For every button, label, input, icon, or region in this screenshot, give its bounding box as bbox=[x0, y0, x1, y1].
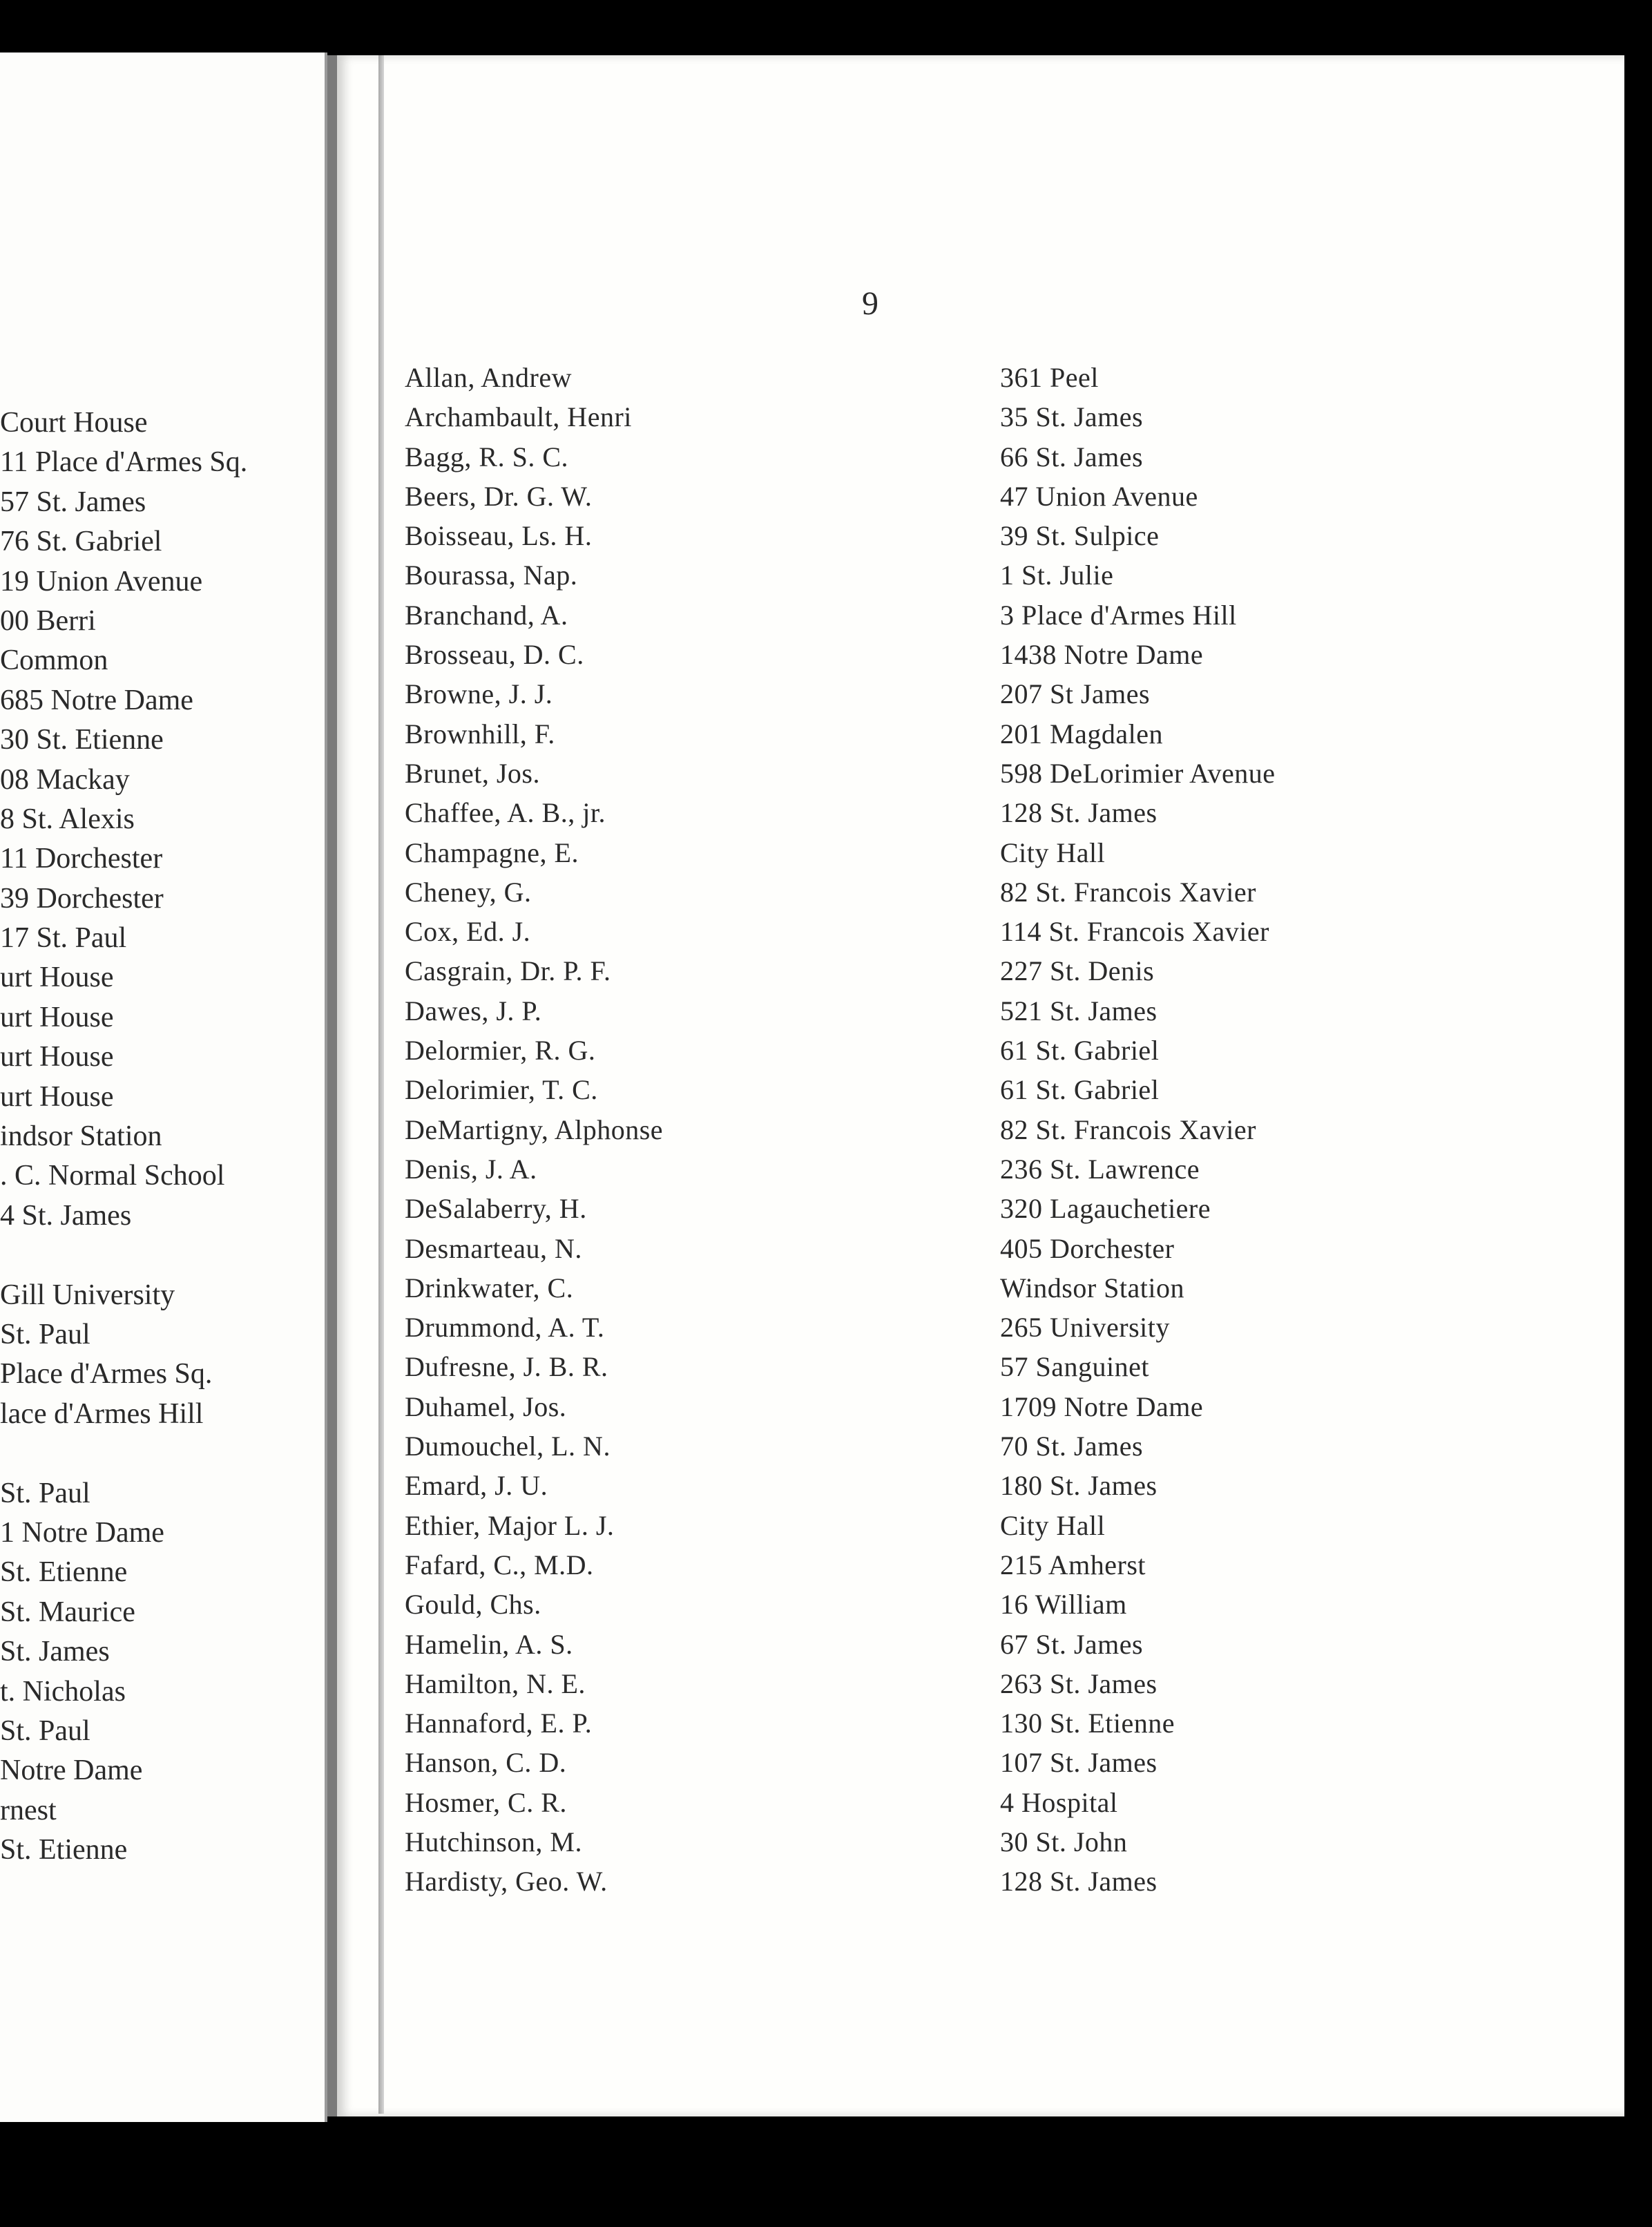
directory-entry bbox=[405, 1506, 1399, 1545]
left-page-line: urt House bbox=[0, 1001, 114, 1033]
entry-name: Drinkwater, C. bbox=[405, 1272, 574, 1303]
directory-entry bbox=[405, 833, 1399, 872]
directory-entry bbox=[405, 635, 1399, 674]
entry-address: 67 St. James bbox=[1000, 1628, 1144, 1660]
left-page-line: St. James bbox=[0, 1636, 110, 1668]
left-page-line: 08 Mackay bbox=[0, 763, 130, 796]
left-page-line: 685 Notre Dame bbox=[0, 684, 193, 716]
entry-name: Hanson, C. D. bbox=[405, 1747, 567, 1779]
entry-address: 4 Hospital bbox=[1000, 1786, 1118, 1818]
entry-name: Dawes, J. P. bbox=[405, 995, 542, 1026]
directory-entry bbox=[405, 397, 1399, 437]
left-page-line: St. Etienne bbox=[0, 1556, 128, 1589]
left-page-line: Court House bbox=[0, 407, 148, 439]
entry-name: Cheney, G. bbox=[405, 876, 532, 908]
page-number: 9 bbox=[862, 285, 878, 322]
entry-address: 39 St. Sulpice bbox=[1000, 520, 1160, 552]
directory-entry bbox=[405, 358, 1399, 397]
entry-name: Brosseau, D. C. bbox=[405, 639, 584, 671]
directory-entry bbox=[405, 912, 1399, 951]
left-page-line: St. Maurice bbox=[0, 1596, 135, 1628]
directory-entry bbox=[405, 1625, 1399, 1664]
entry-name: Archambault, Henri bbox=[405, 401, 632, 433]
directory-entry bbox=[405, 1308, 1399, 1347]
directory-entry bbox=[405, 1110, 1399, 1149]
left-page-line: 76 St. Gabriel bbox=[0, 526, 162, 558]
entry-address: 3 Place d'Armes Hill bbox=[1000, 599, 1237, 631]
directory-entry bbox=[405, 714, 1399, 754]
left-page-line: 39 Dorchester bbox=[0, 882, 164, 915]
entry-address: 107 St. James bbox=[1000, 1747, 1158, 1779]
left-page-line: . C. Normal School bbox=[0, 1160, 225, 1192]
entry-name: Drummond, A. T. bbox=[405, 1312, 605, 1344]
directory-entry bbox=[405, 1189, 1399, 1228]
entry-name: Branchand, A. bbox=[405, 599, 568, 631]
entry-name: Delormier, R. G. bbox=[405, 1035, 596, 1067]
directory-entry bbox=[405, 1387, 1399, 1426]
left-page-line: 4 St. James bbox=[0, 1199, 132, 1232]
entry-address: 598 DeLorimier Avenue bbox=[1000, 757, 1276, 789]
entry-name: DeMartigny, Alphonse bbox=[405, 1114, 664, 1145]
directory-entry bbox=[405, 1229, 1399, 1268]
entry-name: Hamelin, A. S. bbox=[405, 1628, 573, 1660]
left-page-line: St. Etienne bbox=[0, 1834, 128, 1866]
entry-name: Gould, Chs. bbox=[405, 1589, 541, 1621]
entry-address: 227 St. Denis bbox=[1000, 955, 1155, 987]
left-page-line: 17 St. Paul bbox=[0, 922, 127, 955]
entry-name: Brownhill, F. bbox=[405, 718, 555, 749]
directory-entry bbox=[405, 1149, 1399, 1189]
entry-name: Dumouchel, L. N. bbox=[405, 1431, 611, 1462]
entry-address: 1 St. Julie bbox=[1000, 560, 1114, 591]
entry-name: Cox, Ed. J. bbox=[405, 916, 531, 948]
entry-name: Hannaford, E. P. bbox=[405, 1708, 593, 1739]
entry-name: Ethier, Major L. J. bbox=[405, 1509, 615, 1541]
left-page-line: Common bbox=[0, 644, 108, 677]
left-page-line: Notre Dame bbox=[0, 1755, 143, 1787]
directory-entry bbox=[405, 1664, 1399, 1703]
left-page-line: lace d'Armes Hill bbox=[0, 1397, 204, 1430]
entry-address: 361 Peel bbox=[1000, 362, 1099, 393]
directory-entry bbox=[405, 1743, 1399, 1782]
left-page-line: St. Paul bbox=[0, 1714, 90, 1747]
entry-address: 70 St. James bbox=[1000, 1431, 1144, 1462]
entry-address: 128 St. James bbox=[1000, 797, 1158, 829]
entry-address: Windsor Station bbox=[1000, 1272, 1184, 1303]
entry-address: 61 St. Gabriel bbox=[1000, 1035, 1160, 1067]
directory-entry bbox=[405, 555, 1399, 595]
left-page-line: 11 Place d'Armes Sq. bbox=[0, 446, 248, 479]
entry-name: Beers, Dr. G. W. bbox=[405, 480, 593, 512]
entry-address: 521 St. James bbox=[1000, 995, 1158, 1026]
directory-entry bbox=[405, 793, 1399, 832]
left-page-line: 57 St. James bbox=[0, 486, 146, 518]
book-spine bbox=[378, 55, 384, 2114]
directory-list bbox=[405, 358, 1399, 1902]
left-page-line: St. Paul bbox=[0, 1477, 90, 1509]
left-page-line: St. Paul bbox=[0, 1318, 90, 1350]
entry-name: Denis, J. A. bbox=[405, 1153, 537, 1185]
entry-name: Emard, J. U. bbox=[405, 1470, 548, 1502]
entry-name: Brunet, Jos. bbox=[405, 757, 540, 789]
directory-entry bbox=[405, 1703, 1399, 1743]
left-page-line: 11 Dorchester bbox=[0, 843, 163, 875]
entry-address: 201 Magdalen bbox=[1000, 718, 1163, 749]
entry-address: 114 St. Francois Xavier bbox=[1000, 916, 1269, 948]
left-page-line: 19 Union Avenue bbox=[0, 565, 203, 598]
entry-address: 128 St. James bbox=[1000, 1866, 1158, 1898]
left-page-line: 00 Berri bbox=[0, 604, 96, 637]
entry-address: 35 St. James bbox=[1000, 401, 1144, 433]
entry-address: 47 Union Avenue bbox=[1000, 480, 1198, 512]
left-page-line: urt House bbox=[0, 962, 114, 994]
entry-name: Chaffee, A. B., jr. bbox=[405, 797, 606, 829]
entry-name: Fafard, C., M.D. bbox=[405, 1549, 594, 1580]
entry-address: 82 St. Francois Xavier bbox=[1000, 876, 1256, 908]
directory-entry bbox=[405, 1268, 1399, 1308]
left-page-line: urt House bbox=[0, 1080, 114, 1113]
entry-name: Dufresne, J. B. R. bbox=[405, 1351, 608, 1383]
directory-entry bbox=[405, 1466, 1399, 1505]
entry-name: Hardisty, Geo. W. bbox=[405, 1866, 608, 1898]
entry-name: Bourassa, Nap. bbox=[405, 560, 578, 591]
entry-address: 1438 Notre Dame bbox=[1000, 639, 1204, 671]
entry-name: Casgrain, Dr. P. F. bbox=[405, 955, 611, 987]
directory-entry bbox=[405, 1426, 1399, 1466]
directory-entry bbox=[405, 1070, 1399, 1109]
directory-entry bbox=[405, 1862, 1399, 1901]
directory-entry bbox=[405, 1031, 1399, 1070]
directory-entry bbox=[405, 1822, 1399, 1862]
entry-address: 405 Dorchester bbox=[1000, 1232, 1175, 1264]
directory-entry bbox=[405, 477, 1399, 516]
entry-address: 16 William bbox=[1000, 1589, 1127, 1621]
entry-name: Browne, J. J. bbox=[405, 678, 553, 710]
entry-name: Hutchinson, M. bbox=[405, 1826, 582, 1857]
directory-entry bbox=[405, 991, 1399, 1031]
entry-address: 57 Sanguinet bbox=[1000, 1351, 1149, 1383]
left-page-line: urt House bbox=[0, 1041, 114, 1073]
entry-name: Delorimier, T. C. bbox=[405, 1074, 598, 1106]
entry-name: Duhamel, Jos. bbox=[405, 1390, 567, 1422]
entry-address: 207 St James bbox=[1000, 678, 1151, 710]
left-page-line: rnest bbox=[0, 1794, 57, 1826]
entry-address: 61 St. Gabriel bbox=[1000, 1074, 1160, 1106]
entry-name: Hosmer, C. R. bbox=[405, 1786, 567, 1818]
entry-address: 180 St. James bbox=[1000, 1470, 1158, 1502]
entry-name: Boisseau, Ls. H. bbox=[405, 520, 593, 552]
entry-address: 66 St. James bbox=[1000, 441, 1144, 472]
entry-address: 320 Lagauchetiere bbox=[1000, 1193, 1211, 1225]
entry-address: 263 St. James bbox=[1000, 1667, 1158, 1699]
entry-name: DeSalaberry, H. bbox=[405, 1193, 587, 1225]
entry-address: 30 St. John bbox=[1000, 1826, 1128, 1857]
left-page-line: 1 Notre Dame bbox=[0, 1516, 164, 1549]
entry-address: 1709 Notre Dame bbox=[1000, 1390, 1204, 1422]
left-page-line bbox=[0, 1236, 247, 1275]
directory-entry bbox=[405, 951, 1399, 991]
entry-address: City Hall bbox=[1000, 837, 1106, 868]
directory-entry bbox=[405, 1585, 1399, 1624]
entry-name: Desmarteau, N. bbox=[405, 1232, 582, 1264]
entry-address: 130 St. Etienne bbox=[1000, 1708, 1175, 1739]
directory-entry bbox=[405, 754, 1399, 793]
left-page-line: Place d'Armes Sq. bbox=[0, 1358, 213, 1390]
directory-entry bbox=[405, 437, 1399, 477]
entry-name: Hamilton, N. E. bbox=[405, 1667, 586, 1699]
entry-name: Champagne, E. bbox=[405, 837, 579, 868]
left-page-line: Gill University bbox=[0, 1279, 175, 1311]
left-page-line: 30 St. Etienne bbox=[0, 724, 164, 756]
directory-entry bbox=[405, 1347, 1399, 1386]
entry-address: 236 St. Lawrence bbox=[1000, 1153, 1200, 1185]
entry-address: City Hall bbox=[1000, 1509, 1106, 1541]
left-page-line: indsor Station bbox=[0, 1120, 162, 1153]
left-page-line: t. Nicholas bbox=[0, 1675, 126, 1708]
entry-address: 215 Amherst bbox=[1000, 1549, 1146, 1580]
directory-entry bbox=[405, 1783, 1399, 1822]
directory-entry bbox=[405, 1545, 1399, 1585]
directory-entry bbox=[405, 516, 1399, 555]
left-page bbox=[0, 52, 327, 2122]
left-page-line: 8 St. Alexis bbox=[0, 803, 135, 835]
left-page-column bbox=[0, 403, 247, 1870]
directory-entry bbox=[405, 595, 1399, 635]
entry-name: Allan, Andrew bbox=[405, 362, 573, 393]
entry-address: 265 University bbox=[1000, 1312, 1170, 1344]
directory-entry bbox=[405, 872, 1399, 912]
left-page-line bbox=[0, 1434, 247, 1473]
entry-name: Bagg, R. S. C. bbox=[405, 441, 569, 472]
directory-entry bbox=[405, 674, 1399, 714]
entry-address: 82 St. Francois Xavier bbox=[1000, 1114, 1256, 1145]
